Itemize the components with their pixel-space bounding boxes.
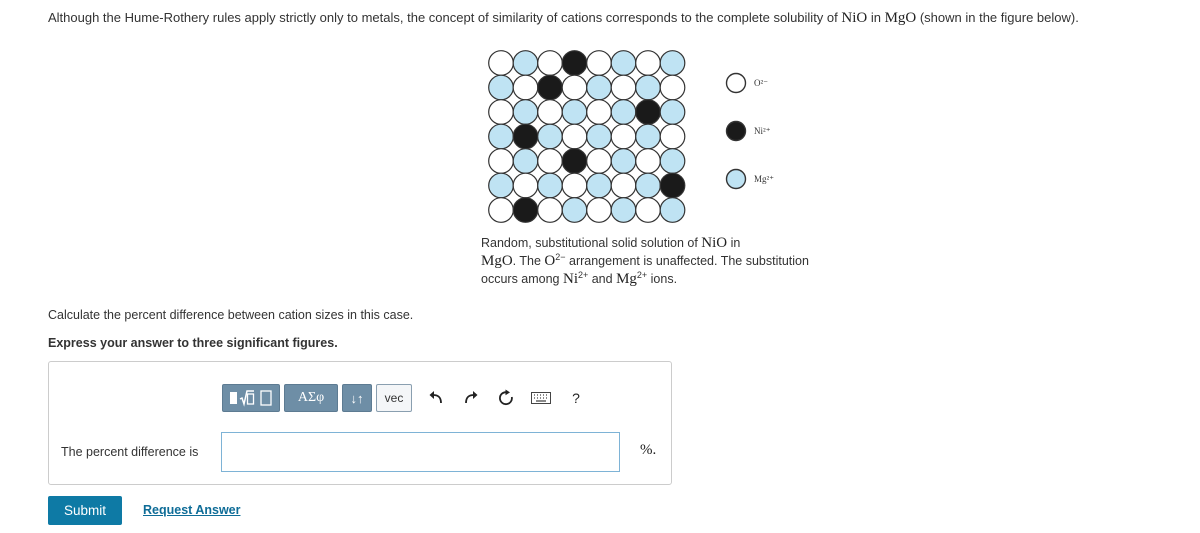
magnesium-ion — [562, 100, 587, 125]
caption-formula: O — [544, 253, 556, 269]
magnesium-ion — [660, 100, 685, 125]
solid-solution-figure — [480, 48, 810, 224]
caption-formula: Ni — [562, 271, 578, 287]
nickel-ion — [562, 51, 587, 76]
oxygen-ion — [489, 51, 514, 76]
magnesium-ion — [587, 124, 612, 149]
legend-nickel-label: Ni²⁺ — [754, 126, 771, 136]
vector-button[interactable]: vec — [376, 384, 412, 412]
lattice-atoms — [489, 51, 685, 223]
oxygen-ion — [489, 198, 514, 223]
caption-formula: Mg — [616, 271, 637, 287]
caption-text: . The — [512, 254, 545, 268]
caption-formula: NiO — [701, 235, 728, 251]
oxygen-ion — [611, 75, 636, 100]
oxygen-ion — [538, 149, 563, 174]
caption-charge: 2+ — [577, 269, 589, 280]
reset-button[interactable] — [491, 384, 521, 412]
reset-icon — [497, 389, 515, 407]
magnesium-ion — [489, 124, 514, 149]
greek-symbols-button[interactable]: ΑΣφ — [284, 384, 338, 412]
caption-text: Random, substitutional solid solution of — [481, 236, 702, 250]
magnesium-ion — [489, 173, 514, 198]
oxygen-ion — [538, 100, 563, 125]
formula-nio: NiO — [841, 10, 868, 26]
caption-text: and — [588, 272, 617, 286]
intro-part1: Although the Hume-Rothery rules apply strictly only to metals, the concept of similarity of cations corresponds to the complete solubility of — [48, 10, 842, 25]
magnesium-ion — [636, 124, 661, 149]
oxygen-ion — [636, 51, 661, 76]
caption-text: arrangement is unaffected. The substitution occurs among — [481, 254, 809, 286]
magnesium-ion — [611, 149, 636, 174]
answer-unit: %. — [640, 442, 657, 458]
oxygen-ion — [587, 149, 612, 174]
intro-part3: (shown in the figure below). — [916, 10, 1079, 25]
redo-button[interactable] — [456, 384, 486, 412]
oxygen-ion — [587, 51, 612, 76]
redo-icon — [463, 390, 479, 406]
legend-magnesium — [727, 170, 775, 189]
oxygen-ion — [636, 198, 661, 223]
undo-button[interactable] — [421, 384, 451, 412]
caption-text: in — [727, 236, 741, 250]
nickel-ion — [660, 173, 685, 198]
caption-charge: 2+ — [636, 269, 648, 280]
magnesium-ion — [587, 173, 612, 198]
submit-button[interactable]: Submit — [48, 496, 122, 525]
legend-oxide-label: O²⁻ — [754, 78, 768, 88]
nickel-ion — [636, 100, 661, 125]
oxygen-ion — [660, 124, 685, 149]
oxygen-ion — [587, 100, 612, 125]
keyboard-icon — [531, 392, 551, 404]
answer-label: The percent difference is — [61, 445, 199, 459]
oxygen-ion — [660, 75, 685, 100]
legend-magnesium-label: Mg²⁺ — [754, 174, 774, 184]
oxygen-ion — [513, 173, 538, 198]
oxygen-ion — [538, 51, 563, 76]
keyboard-button[interactable] — [526, 384, 556, 412]
caption-formula: MgO — [481, 253, 513, 269]
oxygen-ion — [636, 149, 661, 174]
oxygen-ion — [538, 198, 563, 223]
caption-charge: 2− — [555, 251, 566, 262]
instruction-text: Express your answer to three significant figures. — [48, 336, 338, 350]
magnesium-ion — [538, 124, 563, 149]
intro-part2: in — [867, 10, 885, 25]
legend-oxide — [727, 74, 769, 93]
magnesium-ion — [660, 149, 685, 174]
oxygen-ion — [562, 173, 587, 198]
magnesium-ion — [660, 198, 685, 223]
intro-text — [48, 10, 1178, 27]
magnesium-ion — [636, 173, 661, 198]
magnesium-ion — [587, 75, 612, 100]
request-answer-link[interactable]: Request Answer — [143, 503, 241, 517]
oxygen-ion — [587, 198, 612, 223]
oxygen-ion — [513, 75, 538, 100]
figure-caption — [481, 234, 811, 288]
oxygen-ion — [489, 100, 514, 125]
oxygen-ion — [562, 75, 587, 100]
arrows-button[interactable]: ↓↑ — [342, 384, 372, 412]
oxygen-ion — [611, 124, 636, 149]
oxygen-ion — [611, 173, 636, 198]
nickel-ion — [513, 124, 538, 149]
magnesium-ion — [660, 51, 685, 76]
magnesium-ion — [562, 198, 587, 223]
magnesium-ion — [513, 51, 538, 76]
nickel-ion — [562, 149, 587, 174]
magnesium-ion — [636, 75, 661, 100]
math-toolbar — [222, 383, 591, 413]
oxygen-ion — [489, 149, 514, 174]
templates-icon — [228, 388, 274, 408]
templates-button[interactable] — [222, 384, 280, 412]
magnesium-ion — [611, 51, 636, 76]
caption-text: ions. — [647, 272, 678, 286]
legend-nickel — [727, 122, 771, 141]
magnesium-ion — [611, 198, 636, 223]
undo-icon — [428, 390, 444, 406]
question-text: Calculate the percent difference between cation sizes in this case. — [48, 308, 414, 322]
oxygen-ion — [562, 124, 587, 149]
percent-difference-input[interactable] — [221, 432, 620, 472]
magnesium-ion — [611, 100, 636, 125]
help-button[interactable]: ? — [572, 390, 580, 406]
nickel-ion — [538, 75, 563, 100]
magnesium-ion — [538, 173, 563, 198]
magnesium-ion — [513, 100, 538, 125]
formula-mgo: MgO — [884, 10, 917, 26]
magnesium-ion — [513, 149, 538, 174]
nickel-ion — [513, 198, 538, 223]
magnesium-ion — [489, 75, 514, 100]
